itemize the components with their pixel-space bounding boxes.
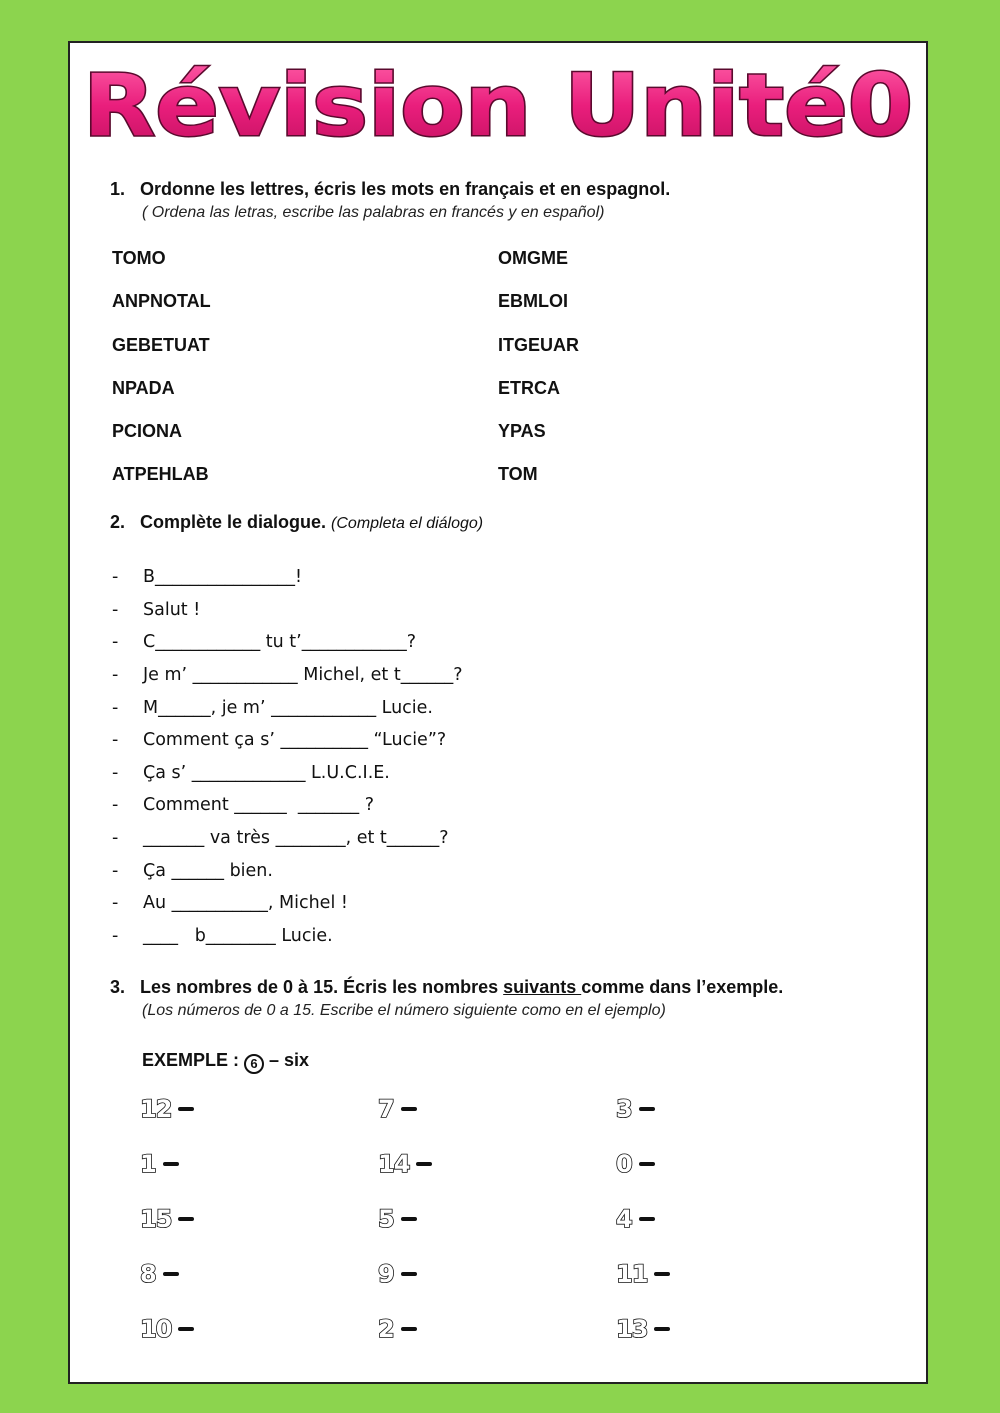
number-glyph: 3	[616, 1095, 632, 1123]
number-glyph: 2	[378, 1315, 394, 1343]
dialogue-dash: -	[112, 762, 119, 783]
question-3-heading-underlined: suivants	[503, 977, 582, 997]
number-dash	[178, 1327, 194, 1331]
question-2-subheading: (Completa el diálogo)	[331, 515, 484, 532]
word-right-6: TOM	[498, 464, 538, 484]
dialogue-line	[112, 626, 463, 659]
question-3-heading-before: Les nombres de 0 à 15. Écris les nombres	[140, 977, 504, 997]
example-line	[142, 1050, 309, 1074]
word-right-1: OMGME	[498, 248, 568, 268]
dialogue-line	[112, 822, 463, 855]
question-3-heading	[110, 977, 783, 998]
number-dash	[163, 1272, 179, 1276]
title-graphic	[76, 49, 920, 159]
number-glyph: 1	[140, 1150, 156, 1178]
number-glyph: 8	[140, 1260, 156, 1288]
title-text: Révision Unité0	[83, 56, 913, 156]
number-item	[140, 1315, 194, 1343]
number-glyph: 9	[378, 1260, 394, 1288]
number-item	[616, 1150, 655, 1178]
dialogue-line	[112, 920, 463, 953]
number-item	[140, 1260, 179, 1288]
number-glyph: 7	[378, 1095, 394, 1123]
dialogue-dash: -	[112, 697, 119, 718]
question-2-heading-text: Complète le dialogue.	[140, 512, 327, 532]
question-2	[110, 512, 483, 533]
word-left-5: PCIONA	[112, 421, 183, 441]
dialogue-dash: -	[112, 599, 119, 620]
number-dash	[178, 1107, 194, 1111]
word-right-2: EBMLOI	[498, 291, 568, 311]
word-right-4: ETRCA	[498, 378, 560, 398]
word-left-3: GEBETUAT	[112, 335, 210, 355]
dialogue-line	[112, 724, 463, 757]
dialogue-line	[112, 757, 463, 790]
dialogue-text: M______, je m’ ____________ Lucie.	[143, 697, 433, 718]
number-dash	[401, 1327, 417, 1331]
dialogue-text: Comment ______ _______ ?	[143, 795, 375, 816]
number-dash	[416, 1162, 432, 1166]
number-dash	[178, 1217, 194, 1221]
dialogue-line	[112, 854, 463, 887]
number-item	[616, 1205, 655, 1233]
question-3	[110, 977, 783, 1020]
number-dash	[401, 1217, 417, 1221]
number-item	[378, 1150, 432, 1178]
number-dash	[401, 1272, 417, 1276]
number-glyph: 10	[140, 1315, 172, 1343]
question-3-number: 3.	[110, 977, 126, 997]
question-2-number: 2.	[110, 512, 126, 532]
word-left-4: NPADA	[112, 378, 175, 398]
number-item	[140, 1205, 194, 1233]
number-dash	[654, 1272, 670, 1276]
number-item	[378, 1095, 417, 1123]
dialogue-text: C____________ tu t’____________?	[143, 632, 417, 653]
number-glyph: 11	[616, 1260, 648, 1288]
question-3-heading-after: comme dans l’exemple.	[581, 977, 784, 997]
worksheet-page	[68, 41, 928, 1384]
word-left-6: ATPEHLAB	[112, 464, 209, 484]
question-1-heading	[110, 179, 670, 200]
question-2-heading	[110, 512, 483, 533]
dialogue-dash: -	[112, 632, 119, 653]
dialogue-line	[112, 887, 463, 920]
number-glyph: 4	[616, 1205, 632, 1233]
number-item	[616, 1315, 670, 1343]
number-dash	[639, 1107, 655, 1111]
dialogue-text: _______ va très ________, et t______?	[143, 828, 449, 849]
question-3-subheading: (Los números de 0 a 15. Escribe el número siguiente como en el ejemplo)	[142, 1002, 666, 1019]
example-number: 6	[244, 1054, 264, 1074]
word-left-1: TOMO	[112, 248, 166, 268]
number-item	[140, 1150, 179, 1178]
dialogue-dash: -	[112, 893, 119, 914]
dialogue-text: Salut !	[143, 599, 201, 620]
dialogue-dash: -	[112, 795, 119, 816]
dialogue-text: B________________!	[143, 567, 303, 588]
number-item	[616, 1095, 655, 1123]
dialogue-text: Comment ça s’ __________ “Lucie”?	[143, 730, 447, 751]
dialogue	[112, 561, 463, 952]
word-right-3: ITGEUAR	[498, 335, 579, 355]
number-dash	[163, 1162, 179, 1166]
example-label: EXEMPLE :	[142, 1050, 245, 1070]
example-answer: – six	[264, 1050, 310, 1070]
dialogue-line	[112, 659, 463, 692]
dialogue-text: Ça s’ _____________ L.U.C.I.E.	[143, 762, 390, 783]
number-dash	[654, 1327, 670, 1331]
number-item	[378, 1260, 417, 1288]
dialogue-line	[112, 561, 463, 594]
number-item	[616, 1260, 670, 1288]
number-glyph: 13	[616, 1315, 648, 1343]
number-glyph: 0	[616, 1150, 632, 1178]
number-glyph: 15	[140, 1205, 172, 1233]
number-dash	[639, 1217, 655, 1221]
number-dash	[639, 1162, 655, 1166]
number-item	[140, 1095, 194, 1123]
number-glyph: 5	[378, 1205, 394, 1233]
worksheet-title	[76, 49, 920, 159]
number-glyph: 12	[140, 1095, 172, 1123]
dialogue-dash: -	[112, 730, 119, 751]
number-item	[378, 1205, 417, 1233]
dialogue-text: Je m’ ____________ Michel, et t______?	[143, 665, 463, 686]
dialogue-dash: -	[112, 925, 119, 946]
dialogue-text: Ça ______ bien.	[143, 860, 273, 881]
dialogue-line	[112, 594, 463, 627]
question-1-subheading: ( Ordena las letras, escribe las palabras en francés y en español)	[142, 204, 605, 221]
number-item	[378, 1315, 417, 1343]
number-dash	[401, 1107, 417, 1111]
number-glyph: 14	[378, 1150, 410, 1178]
dialogue-line	[112, 691, 463, 724]
dialogue-dash: -	[112, 828, 119, 849]
dialogue-line	[112, 789, 463, 822]
word-right-5: YPAS	[498, 421, 546, 441]
dialogue-dash: -	[112, 567, 119, 588]
dialogue-text: Au ___________, Michel !	[143, 893, 348, 914]
dialogue-text: ____ b________ Lucie.	[143, 925, 333, 946]
dialogue-dash: -	[112, 665, 119, 686]
word-left-2: ANPNOTAL	[112, 291, 211, 311]
question-1-number: 1.	[110, 179, 126, 199]
question-1-heading-text: Ordonne les lettres, écris les mots en français et en espagnol.	[140, 179, 671, 199]
question-1	[110, 179, 670, 222]
dialogue-dash: -	[112, 860, 119, 881]
